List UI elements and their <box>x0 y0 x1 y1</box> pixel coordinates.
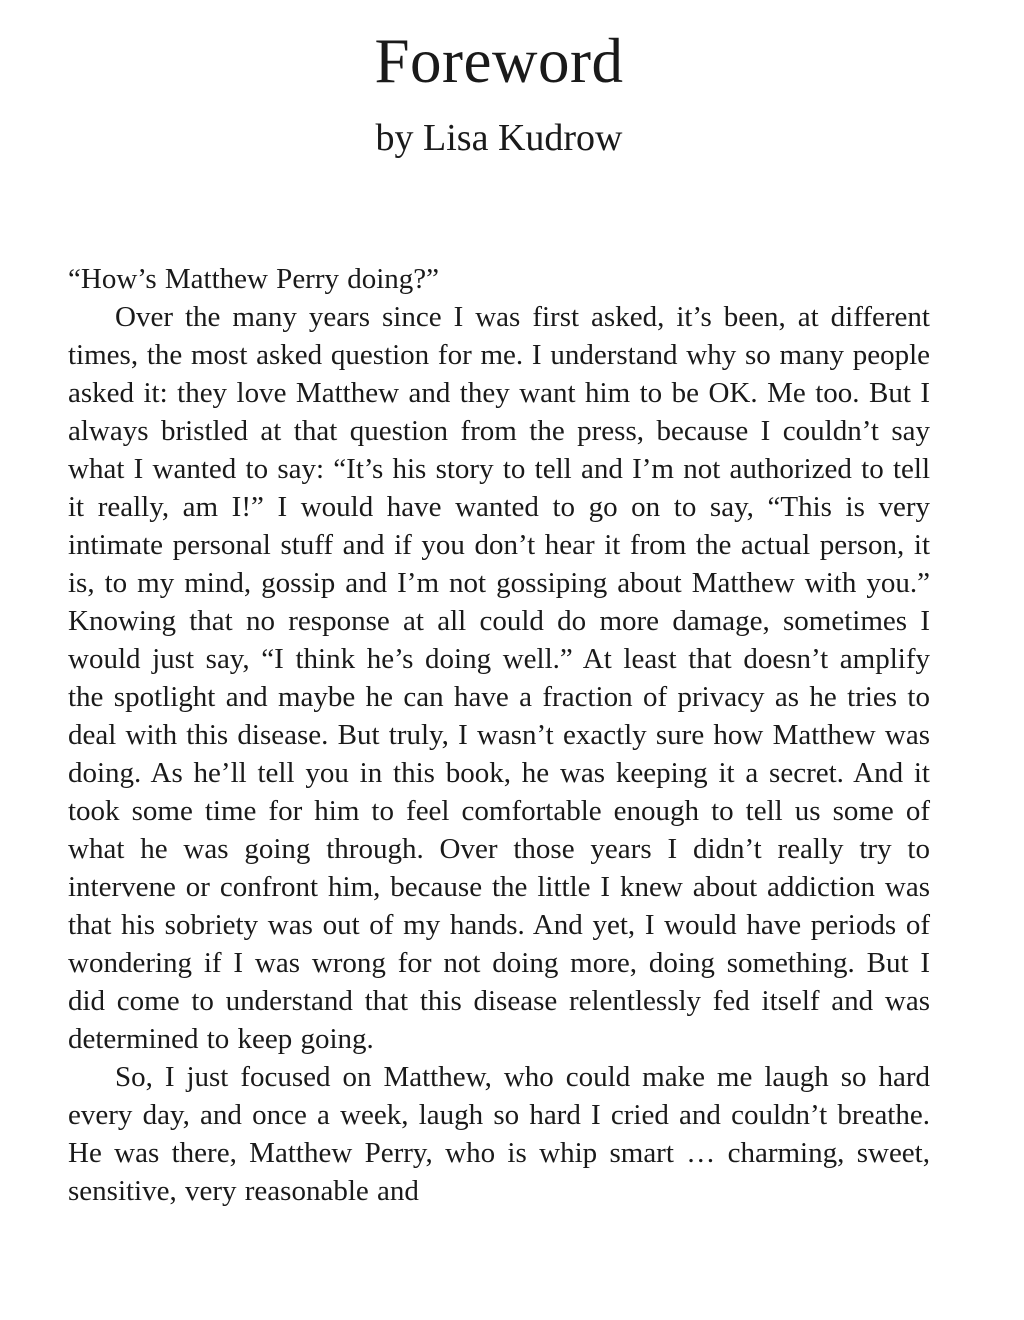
body-text <box>68 260 930 1210</box>
paragraph-opening-quote: “How’s Matthew Perry doing?” <box>68 262 440 295</box>
paragraph-main: Over the many years since I was first asked, it’s been, at different times, the most asked question for me. I understand why so many people asked it: they love Matthew and they want him to be OK. Me too. But I always bristled at that question from the press, because I couldn’t say what I wanted to say: “It’s his story to tell and I’m not authorized to tell it really, am I!” I would have wanted to go on to say, “This is very intimate personal stuff and if you don’t hear it from the actual person, it is, to my mind, gossip and I’m not gossiping about Matthew with you.” Knowing that no response at all could do more damage, sometimes I would just say, “I think he’s doing well.” At least that doesn’t amplify the spotlight and maybe he can have a fraction of privacy as he tries to deal with this disease. But truly, I wasn’t exactly sure how Matthew was doing. As he’ll tell you in this book, he was keeping it a secret. And it took some time for him to feel comfortable enough to tell us some of what he was going through. Over those years I didn’t really try to intervene or confront him, because the little I knew about addiction was that his sobriety was out of my hands. And yet, I would have periods of wondering if I was wrong for not doing more, doing something. But I did come to understand that this disease relentlessly fed itself and was determined to keep going. <box>68 300 930 1055</box>
chapter-author: by Lisa Kudrow <box>375 117 623 160</box>
chapter-title: Foreword <box>374 26 624 96</box>
paragraph-closing: So, I just focused on Matthew, who could make me laugh so hard every day, and once a week, laugh so hard I cried and couldn’t breathe. He was there, Matthew Perry, who is whip smart … charming, sweet, sensitive, very reasonable and <box>68 1060 930 1207</box>
